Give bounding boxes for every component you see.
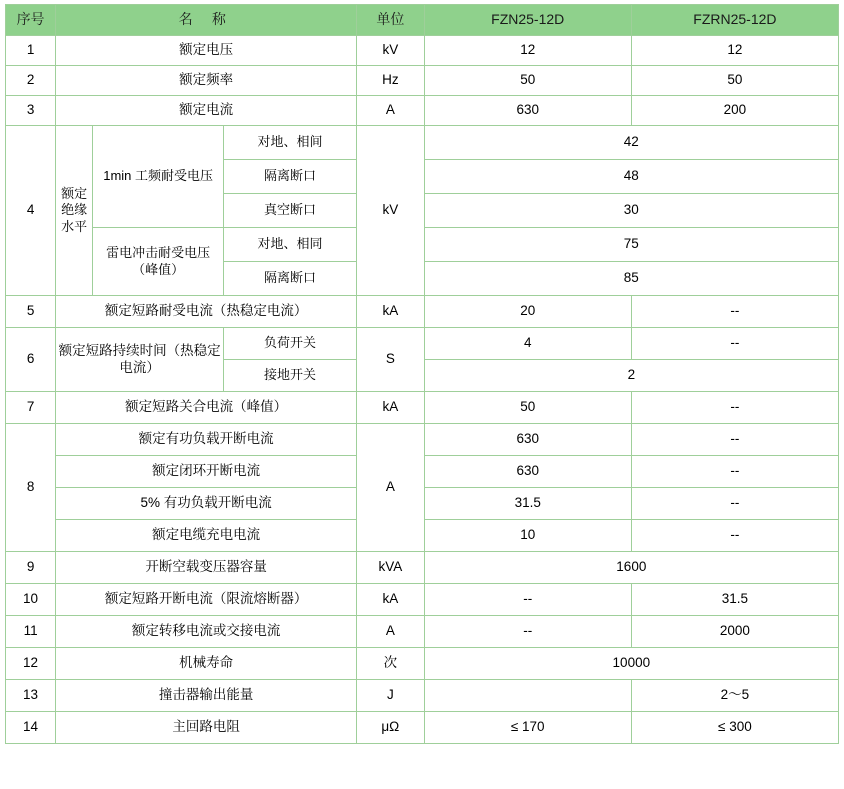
row-name: 额定电压 [56,36,357,66]
row-name: 主回路电阻 [56,712,357,744]
table-row [6,584,839,616]
row-value-fzrn: -- [631,296,838,328]
sub-item-name: 负荷开关 [224,328,357,360]
row-value-fzn: -- [424,616,631,648]
table-row [6,96,839,126]
row-value-fzn: 630 [424,456,631,488]
row-number: 9 [6,552,56,584]
row-value-fzn: 50 [424,66,631,96]
sub-item-name: 隔离断口 [224,262,357,296]
sub-item-name: 真空断口 [224,194,357,228]
row-value-fzrn: 2～5 [631,680,838,712]
table-body [6,36,839,744]
sub-item-value: 85 [424,262,838,296]
row-number: 14 [6,712,56,744]
row-number: 1 [6,36,56,66]
row-name: 额定短路耐受电流（热稳定电流） [56,296,357,328]
sub-item-name: 接地开关 [224,360,357,392]
row-value-fzn [424,680,631,712]
table-row [6,680,839,712]
column-header-no: 序号 [6,5,56,36]
row-value-fzn: 31.5 [424,488,631,520]
row-value-merged: 10000 [424,648,838,680]
column-header-fzn: FZN25-12D [424,5,631,36]
table-row [6,296,839,328]
row-number: 13 [6,680,56,712]
insulation-group-label [56,126,93,296]
sub-item-value: 42 [424,126,838,160]
row-number: 12 [6,648,56,680]
row-value-fzn: 630 [424,96,631,126]
header-row [6,5,839,36]
row-name: 额定短路持续时间（热稳定电流） [56,328,224,392]
row-number: 8 [6,424,56,552]
sub-item-value: 48 [424,160,838,194]
row-value-fzrn: 50 [631,66,838,96]
row-unit: Hz [357,66,425,96]
row-value-fzrn: -- [631,392,838,424]
row-number: 5 [6,296,56,328]
row-number: 10 [6,584,56,616]
row-number: 3 [6,96,56,126]
table-row [6,648,839,680]
specification-table [5,4,839,744]
row-value-fzrn: 12 [631,36,838,66]
table-row [6,36,839,66]
row-unit: 次 [357,648,425,680]
row-number: 11 [6,616,56,648]
row-value-fzrn: 31.5 [631,584,838,616]
table-row [6,392,839,424]
insulation-unit: kV [357,126,425,296]
sub-item-name: 5% 有功负载开断电流 [56,488,357,520]
row-number: 7 [6,392,56,424]
sub-item-name: 对地、相间 [224,126,357,160]
subgroup-label-power-frequency: 1min 工频耐受电压 [93,126,224,228]
row-unit: kA [357,296,425,328]
sub-item-name: 额定电缆充电电流 [56,520,357,552]
insulation-group-label-text: 额定绝缘水平 [61,186,88,234]
row-unit: kVA [357,552,425,584]
row-value-fzrn: -- [631,488,838,520]
sub-item-name: 额定闭环开断电流 [56,456,357,488]
row-value-fzrn: -- [631,328,838,360]
table-row [6,66,839,96]
column-header-name: 名 称 [56,5,357,36]
row-value-fzn: 10 [424,520,631,552]
sub-item-name: 对地、相同 [224,228,357,262]
row-unit: kA [357,392,425,424]
row-number: 2 [6,66,56,96]
sub-item-value: 30 [424,194,838,228]
row-unit: S [357,328,425,392]
row-value-fzn: 4 [424,328,631,360]
row-name: 额定转移电流或交接电流 [56,616,357,648]
sub-item-name: 额定有功负载开断电流 [56,424,357,456]
row-name: 额定频率 [56,66,357,96]
row-value-merged: 1600 [424,552,838,584]
row-value-fzn: 12 [424,36,631,66]
row-value-fzrn: -- [631,456,838,488]
row-unit: μΩ [357,712,425,744]
row-value-fzrn: ≤ 300 [631,712,838,744]
row-value-fzrn: -- [631,424,838,456]
row-name: 撞击器输出能量 [56,680,357,712]
row-value-fzn: 50 [424,392,631,424]
row-name: 额定短路关合电流（峰值） [56,392,357,424]
row-value-fzrn: -- [631,520,838,552]
row-value-fzrn: 200 [631,96,838,126]
table-row [6,328,839,360]
row-name: 机械寿命 [56,648,357,680]
row-name: 额定短路开断电流（限流熔断器） [56,584,357,616]
row-unit: J [357,680,425,712]
table-row [6,424,839,456]
table-row [6,712,839,744]
column-header-unit: 单位 [357,5,425,36]
row-unit: kA [357,584,425,616]
row-value-fzn: ≤ 170 [424,712,631,744]
row-value-fzn: 630 [424,424,631,456]
row-unit: A [357,96,425,126]
row-value-fzrn: 2000 [631,616,838,648]
row-value-merged: 2 [424,360,838,392]
table-row [6,126,839,160]
row-name: 额定电流 [56,96,357,126]
table-row [6,552,839,584]
column-header-fzrn: FZRN25-12D [631,5,838,36]
table-header [6,5,839,36]
sub-item-value: 75 [424,228,838,262]
row-number: 6 [6,328,56,392]
row-number: 4 [6,126,56,296]
row-unit: kV [357,36,425,66]
row-unit: A [357,616,425,648]
row-unit: A [357,424,425,552]
row-value-fzn: 20 [424,296,631,328]
sub-item-name: 隔离断口 [224,160,357,194]
subgroup-label-lightning-impulse: 雷电冲击耐受电压（峰值） [93,228,224,296]
row-name: 开断空载变压器容量 [56,552,357,584]
row-value-fzn: -- [424,584,631,616]
table-row [6,616,839,648]
